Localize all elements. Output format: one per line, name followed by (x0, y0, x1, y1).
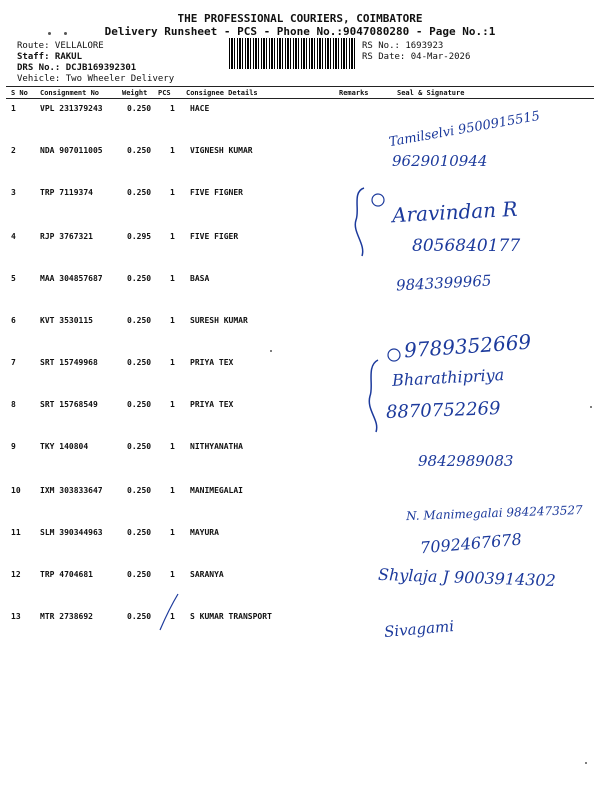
row-weight: 0.250 (127, 316, 152, 325)
row-consignee: PRIYA TEX (190, 400, 234, 409)
circle-mark (372, 194, 384, 206)
row-pcs: 1 (170, 612, 175, 621)
route-label: Route: VELLALORE (17, 41, 104, 51)
row-consignment: SLM 390344963 (40, 528, 103, 537)
row-consignee: S KUMAR TRANSPORT (190, 612, 272, 621)
row-consignee: NITHYANATHA (190, 442, 243, 451)
bracket-mark (369, 360, 378, 432)
row-sno: 4 (11, 232, 16, 241)
col-header-pcs: PCS (158, 89, 171, 97)
signature-row-13: Sivagami (383, 616, 455, 642)
row-consignment: NDA 907011005 (40, 146, 103, 155)
row-consignee: FIVE FIGNER (190, 188, 243, 197)
row-weight: 0.250 (127, 358, 152, 367)
signature-row-11: 7092467678 (419, 529, 523, 558)
signature-row-9: 9842989083 (418, 452, 514, 470)
signature-row-12: Shylaja J 9003914302 (377, 564, 557, 591)
row-weight: 0.295 (127, 232, 152, 241)
row-weight: 0.250 (127, 104, 152, 113)
row-consignee: SARANYA (190, 570, 224, 579)
row-consignment: IXM 303833647 (40, 486, 103, 495)
row-sno: 6 (11, 316, 16, 325)
row-sno: 1 (11, 104, 16, 113)
row-consignment: SRT 15749968 (40, 358, 98, 367)
row-consignee: PRIYA TEX (190, 358, 234, 367)
row-pcs: 1 (170, 442, 175, 451)
col-header-sno: S No (11, 89, 28, 97)
row-consignee: BASA (190, 274, 210, 283)
row-sno: 13 (11, 612, 21, 621)
row-consignee: SURESH KUMAR (190, 316, 248, 325)
rs-number: RS No.: 1693923 (362, 41, 444, 51)
col-header-remarks: Remarks (339, 89, 369, 97)
row-consignment: TRP 4704681 (40, 570, 93, 579)
row-consignee: MANIMEGALAI (190, 486, 243, 495)
row-pcs: 1 (170, 570, 175, 579)
row-consignment: TKY 140804 (40, 442, 89, 451)
row-pcs: 1 (170, 274, 175, 283)
row-consignment: TRP 7119374 (40, 188, 93, 197)
tick-mark (160, 594, 178, 630)
row-weight: 0.250 (127, 188, 152, 197)
row-pcs: 1 (170, 528, 175, 537)
row-weight: 0.250 (127, 486, 152, 495)
col-header-consignee: Consignee Details (186, 89, 258, 97)
row-consignment: RJP 3767321 (40, 232, 93, 241)
page-title: THE PROFESSIONAL COURIERS, COIMBATORE (177, 12, 423, 25)
row-sno: 11 (11, 528, 21, 537)
signature-row-5: 9843399965 (395, 271, 492, 295)
scan-speck (270, 350, 272, 352)
row-pcs: 1 (170, 358, 175, 367)
signature-row-6: 9789352669 (403, 329, 532, 363)
signature-row-7: Bharathipriya (391, 365, 505, 390)
row-weight: 0.250 (127, 442, 152, 451)
row-pcs: 1 (170, 188, 175, 197)
signature-row-1: Tamilselvi 9500915515 (387, 108, 542, 151)
scan-speck (585, 762, 587, 764)
vehicle-label: Vehicle: Two Wheeler Delivery (17, 74, 175, 84)
row-consignment: MAA 304857687 (40, 274, 103, 283)
row-consignment: KVT 3530115 (40, 316, 93, 325)
scan-speck (590, 406, 592, 408)
row-sno: 5 (11, 274, 16, 283)
bracket-mark (355, 188, 364, 256)
row-sno: 7 (11, 358, 16, 367)
row-sno: 9 (11, 442, 16, 451)
staff-label: Staff: RAKUL (17, 52, 83, 62)
row-sno: 12 (11, 570, 21, 579)
row-weight: 0.250 (127, 612, 152, 621)
circle-mark (388, 349, 400, 361)
row-weight: 0.250 (127, 528, 152, 537)
row-weight: 0.250 (127, 400, 152, 409)
row-pcs: 1 (170, 104, 175, 113)
signature-row-10: N. Manimegalai 9842473527 (405, 502, 583, 524)
row-consignee: VIGNESH KUMAR (190, 146, 253, 155)
col-header-signature: Seal & Signature (397, 89, 465, 97)
row-pcs: 1 (170, 400, 175, 409)
row-sno: 8 (11, 400, 16, 409)
row-consignment: VPL 231379243 (40, 104, 103, 113)
row-sno: 2 (11, 146, 16, 155)
row-consignee: HACE (190, 104, 210, 113)
row-pcs: 1 (170, 146, 175, 155)
col-header-consignment: Consignment No (40, 89, 100, 97)
row-weight: 0.250 (127, 146, 152, 155)
signature-row-2: 9629010944 (392, 152, 488, 170)
signature-row-3: Aravindan R (391, 196, 519, 228)
row-sno: 3 (11, 188, 16, 197)
row-pcs: 1 (170, 232, 175, 241)
row-consignee: MAYURA (190, 528, 219, 537)
col-header-weight: Weight (122, 89, 148, 97)
page-subtitle: Delivery Runsheet - PCS - Phone No.:9047080280 - Page No.:1 (104, 25, 496, 38)
row-sno: 10 (11, 486, 21, 495)
row-weight: 0.250 (127, 570, 152, 579)
rs-date: RS Date: 04-Mar-2026 (362, 52, 471, 62)
row-pcs: 1 (170, 486, 175, 495)
row-weight: 0.250 (127, 274, 152, 283)
row-consignment: SRT 15768549 (40, 400, 98, 409)
drs-number: DRS No.: DCJB169392301 (17, 63, 137, 73)
row-consignee: FIVE FIGER (190, 232, 239, 241)
signature-row-4: 8056840177 (412, 236, 521, 256)
row-consignment: MTR 2738692 (40, 612, 93, 621)
signature-row-8: 8870752269 (385, 398, 501, 423)
row-pcs: 1 (170, 316, 175, 325)
